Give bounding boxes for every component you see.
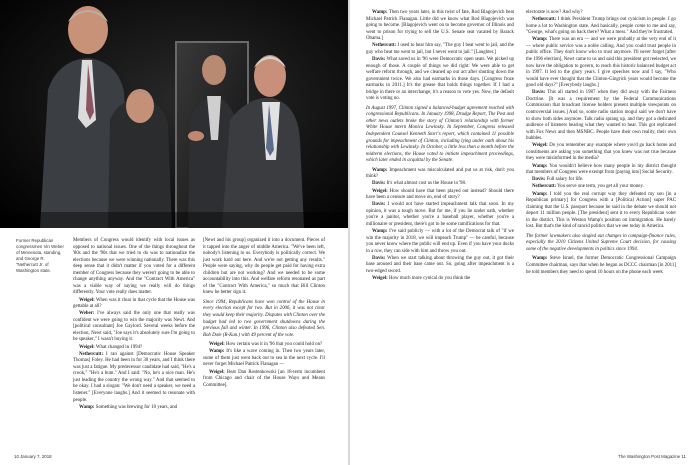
qa-paragraph	[203, 342, 325, 349]
article-column-3	[366, 10, 514, 283]
qa-paragraph	[366, 181, 514, 188]
qa-paragraph	[366, 189, 514, 202]
paragraph-text: It's what almost cost us the House in '98.	[385, 181, 467, 187]
qa-paragraph	[366, 168, 514, 181]
italic-interlude	[366, 106, 514, 165]
body-paragraph	[526, 10, 676, 17]
paragraph-text: This all started in 1987 when they did away with the Fairness Doctrine. [It was a requirement by the Federal Communications Commission that broadcast license holders present multiple viewpoints on controversial issues.] And so, some radio station mogul said we don't have to show both sides anymore. Talk radio sprang up, and they got a dedicated audience of listeners hearing what they wanted to hear. This got replicated with Fox News and then MSNBC. People have their own reality, their own bubbles.	[526, 90, 676, 142]
qa-paragraph	[366, 57, 514, 103]
paragraph-text: Full salary for life.	[545, 177, 584, 183]
paragraph-text: I used to hear him say, "The guy I beat went to jail, and the guy who beat me went to jail, but I never went to jail." [Laughter.]	[366, 43, 514, 55]
speaker-name: Wamp:	[372, 167, 388, 173]
qa-paragraph	[73, 405, 195, 412]
right-page	[350, 0, 700, 465]
qa-paragraph	[73, 298, 195, 311]
paragraph-text: How much more cynical do you think the	[387, 276, 471, 282]
paragraph-text: You serve one term, you get all your money.	[556, 184, 644, 190]
speaker-name: Weigel:	[79, 344, 95, 350]
qa-paragraph	[73, 352, 195, 404]
qa-paragraph	[203, 349, 325, 369]
qa-paragraph	[526, 143, 676, 163]
speaker-name: Nethercutt:	[372, 43, 397, 49]
qa-paragraph	[366, 276, 514, 283]
speaker-name: Weigel:	[209, 369, 225, 375]
qa-paragraph	[526, 184, 676, 191]
interlude-text: In August 1997, Clinton signed a balanced-budget agreement reached with congressional Republicans. In January 1998, Drudge Report, The Post and other news outlets broke the story of Clinton's relationship with former White House intern Monica Lewinsky. In September, Congress released Independent Counsel Kenneth Starr's report, which contained 11 possible grounds for impeachment of Clinton, including lying under oath about his relationship with Lewinsky. In October, a little less than a month before the midterm elections, the House voted to initiate impeachment proceedings, which later ended in acquittal by the Senate.	[366, 105, 514, 164]
paragraph-text: Then two years later, in this twist of fate, Rod Blagojevich beat Michael Patrick Flanagan. Little did we know what Rod Blagojevich was going to become. [Blagojevich went on to become governor of Illinois and went to prison for trying to sell the U.S. Senate seat vacated by Barack Obama.]	[366, 10, 514, 42]
qa-paragraph	[203, 370, 325, 390]
qa-paragraph	[366, 256, 514, 276]
speaker-name: Nethercutt:	[79, 351, 104, 357]
photo-illustration	[0, 0, 348, 228]
speaker-name: Davis:	[372, 255, 386, 261]
paragraph-text: electorate is now? And why?	[526, 10, 583, 15]
paragraph-text: When we start talking about throwing the guy out, it got their base aroused and their base came out. So, going after impeachment is a two-edged sword.	[366, 255, 514, 274]
paragraph-text: I've said publicly — with a lot of the Democrat talk of "if we win the majority in 2018, we will impeach Trump" — be careful, because you never know where the public will end up. Even if you have your ducks in a row, they can side with him and throw you out.	[366, 229, 514, 254]
paragraph-text: What changed in 1994?	[94, 344, 143, 350]
speaker-name: Wamp:	[532, 163, 548, 169]
speaker-name: Wamp:	[532, 256, 548, 262]
qa-paragraph	[366, 202, 514, 228]
speaker-name: Davis:	[372, 57, 386, 63]
italic-interlude	[203, 300, 325, 339]
speaker-name: Weigel:	[372, 276, 388, 282]
paragraph-text: What saved us in '96 were Democratic open seats. We picked up enough of those. A couple of things we did right: We were able to get welfare reform through, and we cleaned up our act after shutting down the government twice. We also had earmarks in those days. [Congress froze earmarks in 2011.] It's the grease that holds things together. If I had a bridge in there or an interchange, it's a reason to vote yes. Now, the default vote is voting no.	[366, 57, 514, 102]
paragraph-text: How certain was it in '96 that you could hold on?	[224, 342, 323, 348]
paragraph-text: Beat Dan Rostenkowski [an 18-term incumbent from Chicago and chair of the House Ways and Means Committee].	[203, 369, 325, 388]
speaker-name: Davis:	[372, 202, 386, 208]
article-column-2	[203, 238, 325, 390]
qa-paragraph	[366, 10, 514, 43]
speaker-name: Wamp:	[532, 37, 548, 43]
paragraph-text: I think President Trump brings out cynicism in people. I go home a lot to Washington state. And basically, people come to me and say, "George, what's going on back there? What a mess." And they're frustrated.	[526, 17, 676, 36]
speaker-name: Davis:	[532, 90, 546, 96]
paragraph-text: There was an era — and we were probably at the very end of it — where public service was a noble calling. And you could trust people in public office. They don't know who to trust anymore. I'll never forget [after the 1996 election], Newt came to us and said this president got reelected, we now have the obligation to govern, to reach this historic balanced budget act in 1997. It led to the glory years. I give speeches now and I say, "Who would have ever thought that the Clinton-Gingrich years would become the good old days?" [Everybody laughs.]	[526, 37, 676, 89]
speaker-name: Davis:	[532, 177, 546, 183]
italic-interlude	[526, 234, 676, 254]
photo-caption: Former Republican congressmen Vin Weber of Minnesota, standing, and George R. "Nethercutt Jr. of Washington state.	[16, 238, 64, 273]
body-paragraph	[73, 238, 195, 297]
qa-paragraph	[526, 90, 676, 142]
article-column-1	[73, 238, 195, 412]
interlude-text: The former lawmakers also singled out changes in campaign-finance rules, especially the 2010 Citizens United Supreme Court decision, for causing some of the negative developments in politics since 1994.	[526, 233, 676, 252]
speaker-name: Wamp:	[532, 191, 548, 197]
paragraph-text: Steve Israel, the former Democratic Congressional Campaign Committee chairman, says that when he began as DCCC chairman [in 2011] he told members they need to spend 10 hours on the phone each week	[526, 256, 676, 275]
paragraph-text: I would not have started impeachment talk that soon. In my opinion, it was a tough move. But for me, if you lie under oath, whether you're a janitor, whether you're a baseball player, whether you're a millionaire or president, there's got to be some ramifications for that.	[366, 202, 514, 227]
speaker-name: Weigel:	[79, 297, 95, 303]
speaker-name: Nethercutt:	[532, 17, 557, 23]
qa-paragraph	[526, 256, 676, 276]
paragraph-text: When was it clear in that cycle that the House was gettable at all?	[73, 297, 195, 310]
speaker-name: Davis:	[372, 181, 386, 187]
paragraph-text: Do you remember any example where you'd go back home and constituents are asking you something that you knew was not true because they were misinformed in the media?	[526, 143, 676, 162]
paragraph-text: [Newt and his group] organized it into a document. Pieces of it tapped into the anger of middle America. "We've been left, nobody's listening to us. Everybody is politically correct. We just work hard out here. And we're not getting any results." People were saying, why do people get paid for having extra children but are not working? And we needed to be some accountability into this. And welfare reform resonated as part of the "Contract With America," so much that Bill Clinton knew he better sign it.	[203, 238, 325, 296]
page-number-left: 10 January 7, 2018	[14, 454, 52, 459]
interlude-text: Since 1994, Republicans have won control of the House in every election except for two. But in 2006, it was not clear they would keep their majority. Disputes with Clinton over the budget had led to two government shutdowns during the previous fall and winter. In 1996, Clinton also defeated Sen. Bob Dole (R-Kan.) with 49 percent of the vote.	[203, 299, 325, 338]
paragraph-text: I told you the real corrupt way they defeated my son [in a Republican primary] for Congress with a [Political Action] super PAC claiming that the U.S. passport because he said in the debate we should not deport 11 million people. [The president] sent it to every Republican voter in the district. This is Weston Wamp's position on immigration. He barely lost. But that's the kind of rancid politics that we see today in America.	[526, 191, 676, 230]
article-column-4	[526, 10, 676, 277]
body-paragraph	[203, 238, 325, 297]
qa-paragraph	[366, 229, 514, 255]
paragraph-text: Impeachment was miscalculated and put us at risk, don't you think?	[366, 167, 514, 180]
paragraph-text: You wouldn't believe how many people in my district thought that members of Congress were exempt from [paying into] Social Security.	[526, 163, 676, 176]
left-page	[0, 0, 348, 465]
qa-paragraph	[73, 311, 195, 344]
photo-congressmen	[0, 0, 348, 228]
speaker-name: Weigel:	[372, 188, 388, 194]
speaker-name: Weigel:	[532, 143, 548, 149]
paragraph-text: I ran against [Democratic House Speaker Thomas] Foley. He had been in for 30 years, and I think there was just a fatigue. My predecessor candidate had said, "He's a crook," "He's a bum." And I said: "No, he's a nice man. He's just leading the country the wrong way." And that seemed to be okay. I had a slogan: "We don't need a speaker, we need a listener." [Everyone laughs.] And it seemed to resonate with people.	[73, 351, 195, 403]
qa-paragraph	[73, 345, 195, 352]
page-number-right: The Washington Post Magazine 11	[618, 454, 686, 459]
qa-paragraph	[526, 164, 676, 177]
speaker-name: Nethercutt:	[532, 184, 557, 190]
paragraph-text: Members of Congress would identify with local issues as opposed to national issues. One of the things throughout the '80s and the '90s that we tried to do was to nationalize the elections because we were winning nationally. There was this deep sense that it didn't matter if you voted for a different member of Congress because they weren't going to be able to change anything anyway. And the "Contract With America" was a viable way of saying we really will do things differently. Your vote really does matter.	[73, 238, 195, 296]
speaker-name: Wamp:	[372, 229, 388, 235]
qa-paragraph	[526, 37, 676, 89]
speaker-name: Wamp:	[209, 349, 225, 355]
qa-paragraph	[526, 192, 676, 231]
speaker-name: Wamp:	[79, 404, 95, 410]
qa-paragraph	[526, 17, 676, 37]
paragraph-text: How should have that been played out instead? Should there have been a censure and move on, end of story?	[366, 188, 514, 201]
speaker-name: Weber:	[79, 311, 95, 317]
qa-paragraph	[526, 177, 676, 184]
speaker-name: Wamp:	[372, 10, 388, 15]
paragraph-text: Something was brewing for 10 years, and	[94, 404, 178, 410]
speaker-name: Weigel:	[209, 342, 225, 348]
qa-paragraph	[366, 43, 514, 56]
paragraph-text: I've always said the only one that really was confident we were going to win the majority was Newt. And [political consultant] Joe Gaylord. Several weeks before the election, Newt said, "Joe says it's absolutely sure I'm going to be speaker," I wasn't buying it.	[73, 311, 195, 343]
paragraph-text: It's like a wave coming in. Then two years later, some of them just went back out to sea in the next cycle. I'll never forget Michael Patrick Flanagan —	[203, 349, 325, 368]
